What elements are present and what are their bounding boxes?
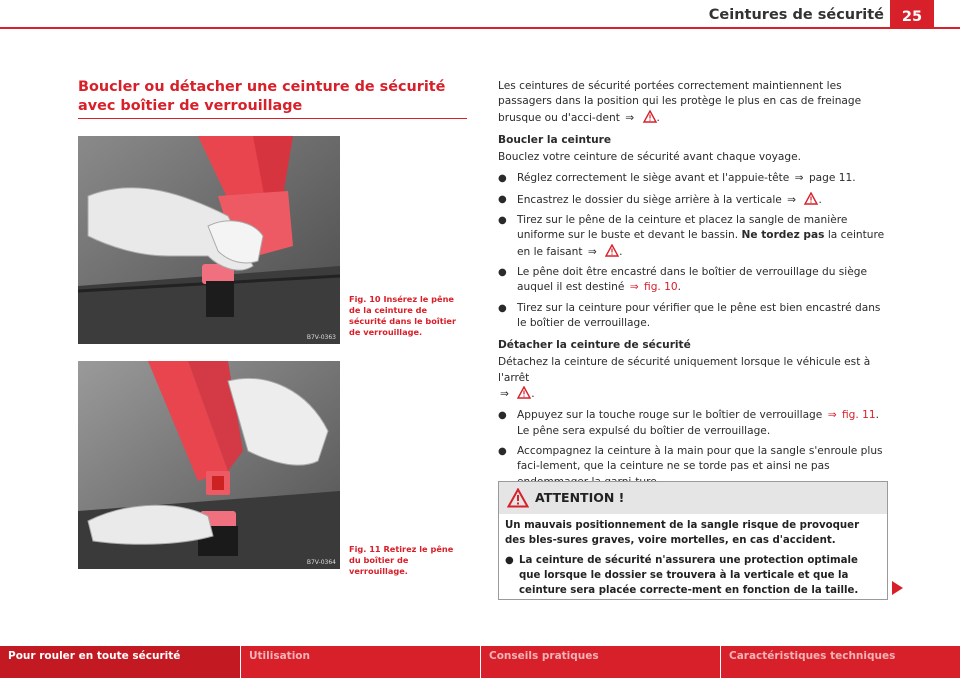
figure-10-caption: Fig. 10 Insérez le pêne de la ceinture de sécurité dans le boîtier de verrouillage. xyxy=(349,294,457,337)
footer-tab-caracteristiques[interactable]: Caractéristiques techniques xyxy=(729,650,896,662)
bullet-icon: ● xyxy=(505,555,514,566)
arrow-icon: ⇒ xyxy=(625,111,635,124)
header-rule xyxy=(0,27,960,29)
arrow-icon: ⇒ xyxy=(500,388,509,401)
arrow-icon: ⇒ xyxy=(629,281,639,294)
buckle-heading: Boucler la ceinture xyxy=(498,133,612,146)
bullet-icon: ● xyxy=(498,302,507,314)
figure-10-image xyxy=(78,136,340,344)
release-text: Détachez la ceinture de sécurité uniquement lorsque le véhicule est à l'arrêt ⇒ . xyxy=(498,356,871,401)
release-heading: Détacher la ceinture de sécurité xyxy=(498,339,691,352)
footer-tab-securite[interactable]: Pour rouler en toute sécurité xyxy=(0,646,240,678)
main-text xyxy=(498,79,886,495)
figure-11-code: B7V-0364 xyxy=(306,559,336,566)
section-rule xyxy=(78,118,467,119)
warning-triangle-icon[interactable] xyxy=(643,110,657,123)
list-item: ● Encastrez le dossier du siège arrière à la verticale ⇒ . xyxy=(498,193,822,206)
intro-paragraph: Les ceintures de sécurité portées correctement maintiennent les passagers dans la position qui les protège le plus en cas de freinage brusque ou d'acci-dent ⇒ . xyxy=(498,80,862,124)
arrow-icon: ⇒ xyxy=(794,172,804,185)
bullet-icon: ● xyxy=(498,215,507,227)
list-item: ● Réglez correctement le siège avant et l'appuie-tête ⇒ page 11. xyxy=(498,171,886,186)
list-item: ● Accompagnez la ceinture à la main pour que la sangle s'enroule plus faci-lement, que la ceinture ne se torde pas et ainsi ne pas xyxy=(498,444,883,473)
next-page-arrow-icon[interactable] xyxy=(890,580,904,596)
warning-title: ATTENTION ! xyxy=(535,490,625,505)
list-item: ● La ceinture de sécurité n'assurera une protection optimale que lorsque le dossier se trouvera à la verticale et que la ceinture sera placée correcte-ment en fonction de la taille. xyxy=(505,555,859,596)
warning-header xyxy=(499,482,887,514)
warning-triangle-icon[interactable] xyxy=(804,192,818,205)
page-number: 25 xyxy=(890,0,934,29)
footer-tab-conseils[interactable]: Conseils pratiques xyxy=(489,650,599,662)
list-item: ● Tirez sur le pêne de la ceinture et placez la sangle de manière uniforme sur le buste et devant le bassin. Ne tordez pas la ceinture en le faisant ⇒ . xyxy=(498,214,885,258)
warning-triangle-icon[interactable] xyxy=(605,244,619,257)
section-title: Boucler ou détacher une ceinture de sécurité avec boîtier de verrouillage xyxy=(78,79,446,114)
arrow-icon: ⇒ xyxy=(827,409,837,422)
warning-triangle-icon xyxy=(507,488,529,508)
figure-10-code: B7V-0363 xyxy=(306,334,336,341)
page-ref-link[interactable]: page 11. xyxy=(808,172,856,185)
fig-10-link[interactable]: fig. 10 xyxy=(644,281,678,294)
figure-11-caption: Fig. 11 Retirez le pêne du boîtier de verrouillage. xyxy=(349,544,454,576)
footer-tab-utilisation[interactable]: Utilisation xyxy=(249,650,310,662)
bullet-icon: ● xyxy=(498,266,507,278)
footer-nav xyxy=(0,646,960,678)
warning-triangle-icon[interactable] xyxy=(517,386,531,399)
arrow-icon: ⇒ xyxy=(787,193,797,206)
fig-11-link[interactable]: fig. 11 xyxy=(841,409,876,422)
buckle-text: Bouclez votre ceinture de sécurité avant chaque voyage. xyxy=(498,151,801,164)
bullet-icon: ● xyxy=(498,193,507,205)
warning-box xyxy=(498,481,888,600)
list-item: ● Le pêne doit être encastré dans le boîtier de verrouillage du siège auquel il est destiné ⇒ fig. 10. xyxy=(498,265,867,294)
figure-11-image xyxy=(78,361,340,569)
bullet-icon: ● xyxy=(498,410,507,422)
header-title: Ceintures de sécurité xyxy=(708,7,884,23)
bullet-icon: ● xyxy=(498,173,507,185)
arrow-icon: ⇒ xyxy=(587,245,597,258)
list-item: ● Tirez sur la ceinture pour vérifier que le pêne est bien encastré dans le boîtier de verrouillage. xyxy=(498,301,881,329)
bullet-icon: ● xyxy=(498,445,507,457)
list-item: ● Appuyez sur la touche rouge sur le boîtier de verrouillage ⇒ fig. 11. Le pêne sera expulsé du boîtier de verrouillage. xyxy=(498,409,879,437)
warning-text: Un mauvais positionnement de la sangle risque de provoquer des bles-sures graves, voire mortelles, en cas d'accident. xyxy=(505,520,860,546)
